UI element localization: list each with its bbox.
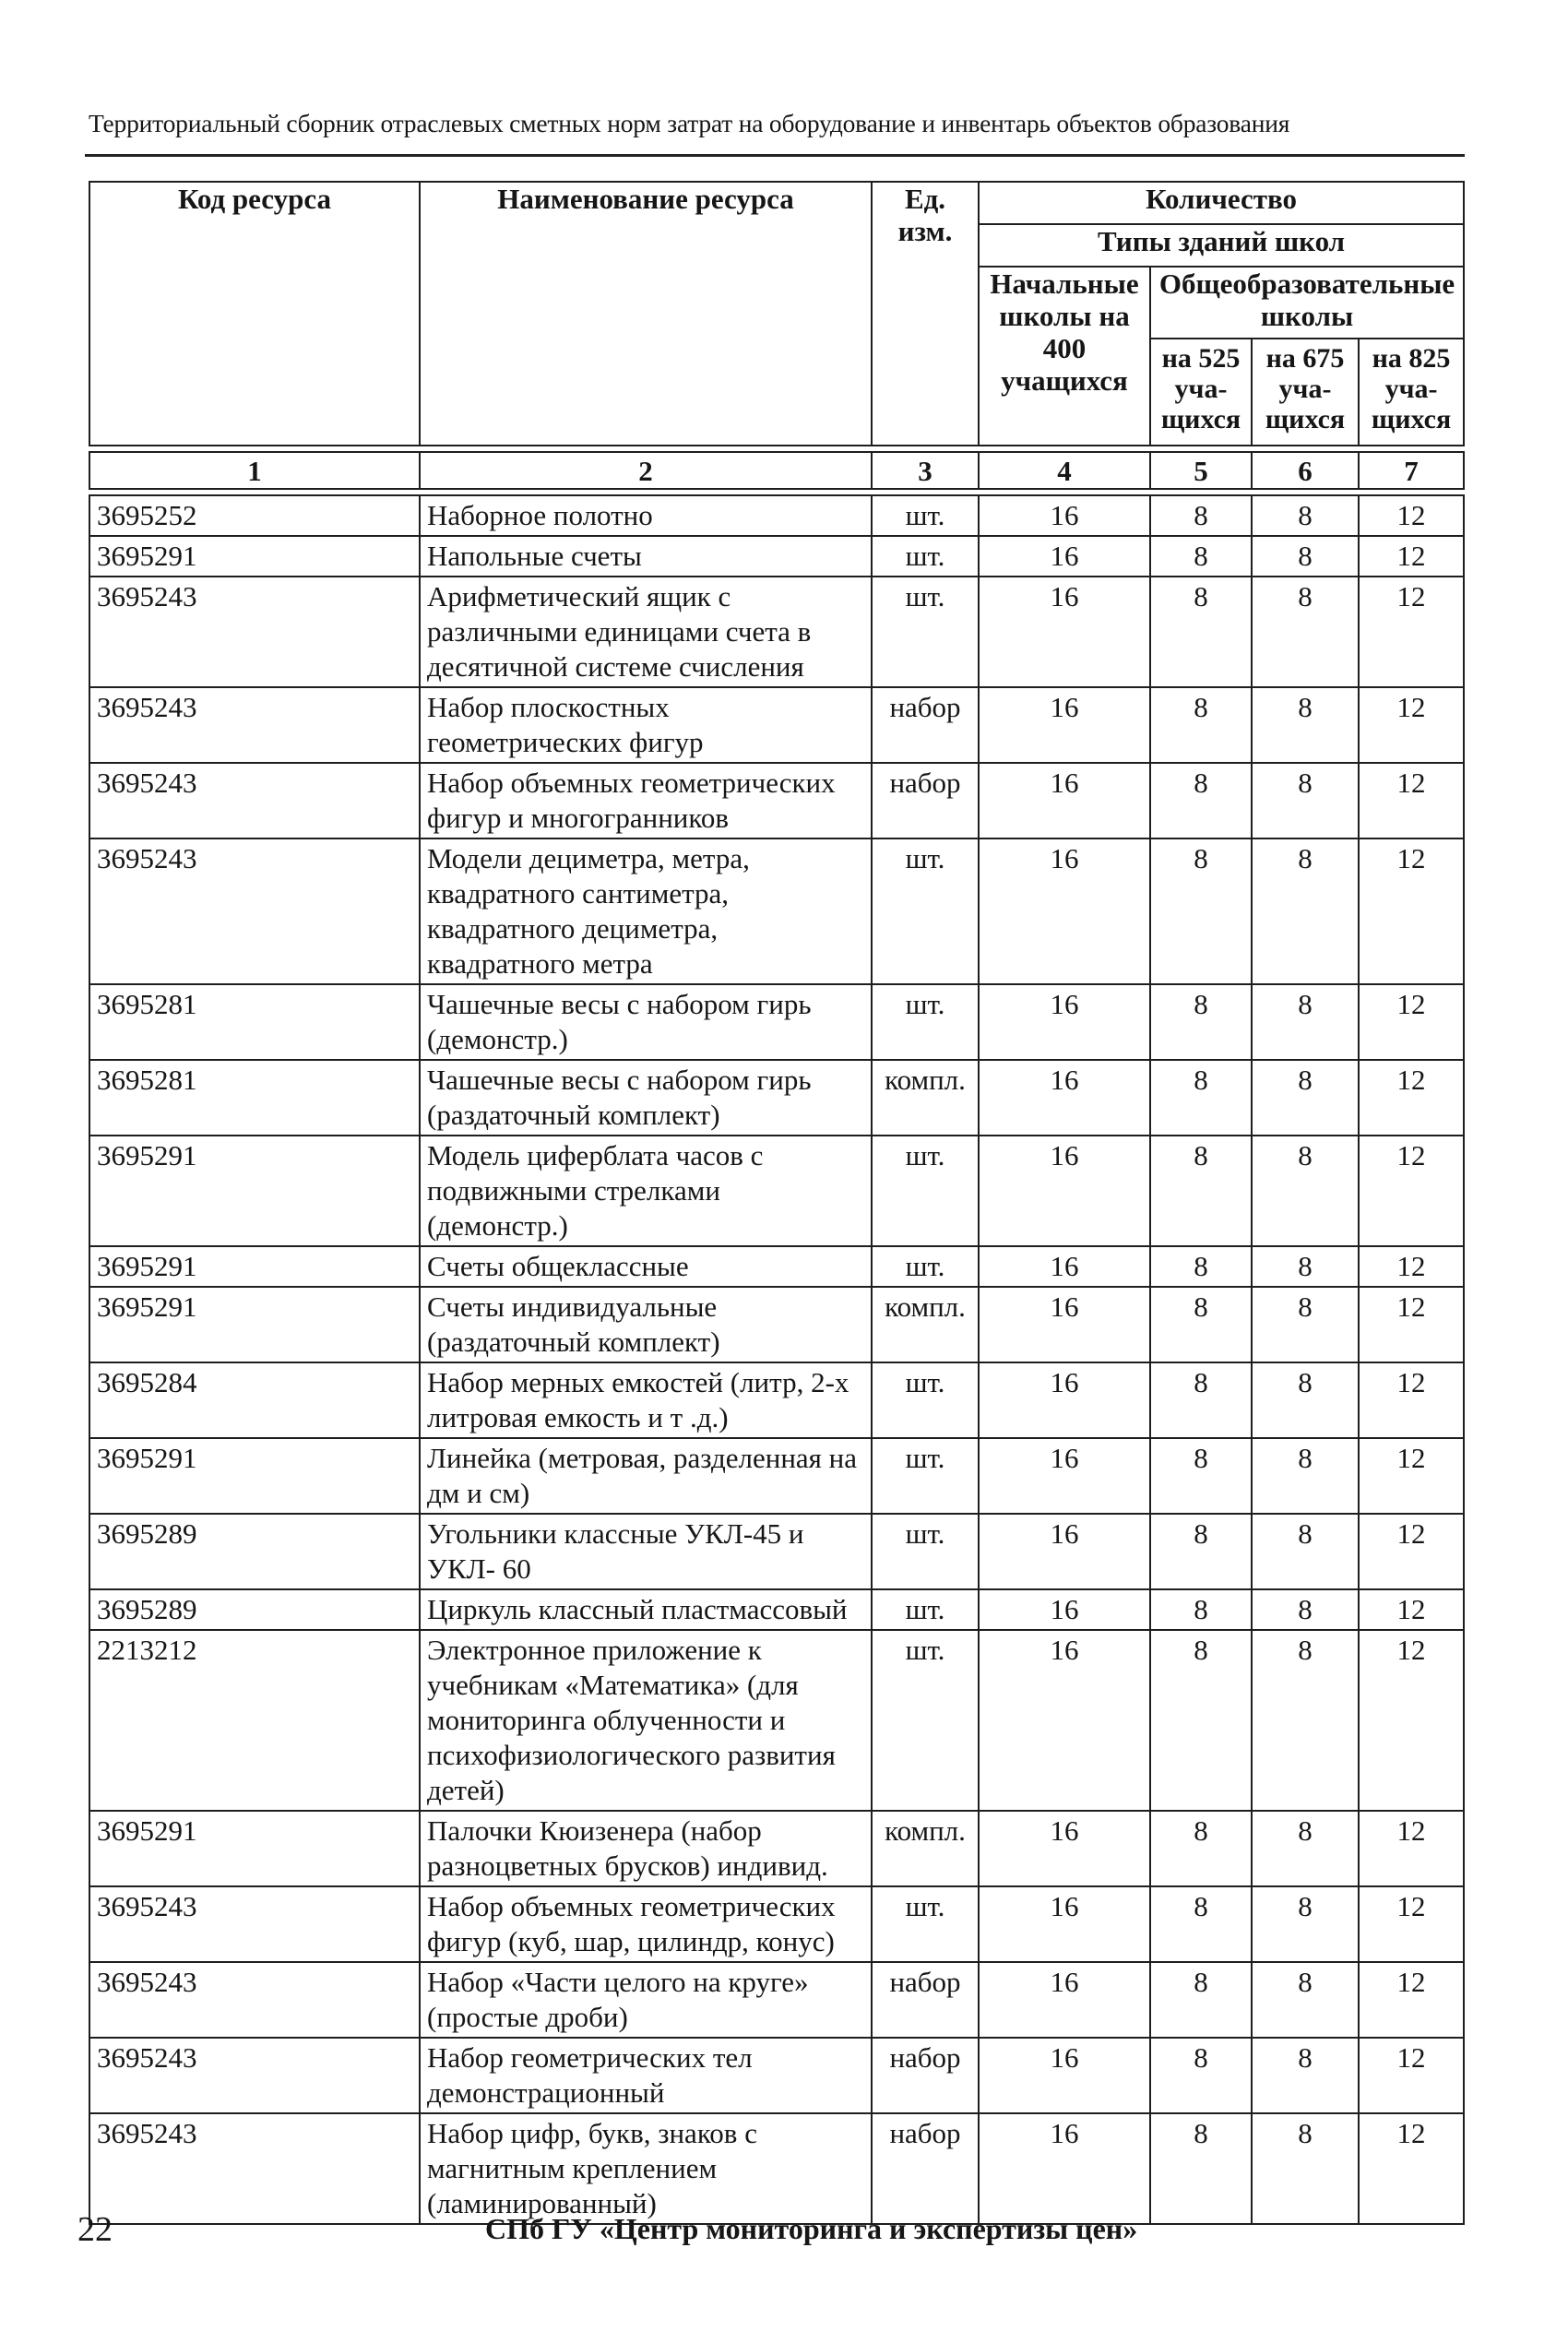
- qty-400: 16: [979, 1514, 1150, 1589]
- qty-400: 16: [979, 1962, 1150, 2038]
- qty-825: 12: [1359, 495, 1464, 536]
- qty-675: 8: [1252, 1811, 1359, 1886]
- header-825-students: на 825 уча-щихся: [1359, 339, 1464, 446]
- resource-code: 3695291: [89, 1287, 420, 1362]
- resource-name: Чашечные весы с набором гирь (демонстр.): [420, 984, 872, 1060]
- table-row: [89, 984, 1464, 1060]
- column-number: 4: [979, 452, 1150, 489]
- qty-400: 16: [979, 1438, 1150, 1514]
- resource-name: Счеты индивидуальные (раздаточный комплект): [420, 1287, 872, 1362]
- table-row: [89, 838, 1464, 984]
- qty-825: 12: [1359, 1886, 1464, 1962]
- column-number: 2: [420, 452, 872, 489]
- qty-400: 16: [979, 1811, 1150, 1886]
- resource-name: Палочки Кюизенера (набор разноцветных брусков) индивид.: [420, 1811, 872, 1886]
- qty-400: 16: [979, 984, 1150, 1060]
- resource-code: 3695289: [89, 1514, 420, 1589]
- resource-code: 3695291: [89, 1136, 420, 1246]
- qty-675: 8: [1252, 1060, 1359, 1136]
- table-row: [89, 1362, 1464, 1438]
- qty-675: 8: [1252, 2113, 1359, 2224]
- qty-525: 8: [1150, 1589, 1252, 1630]
- resource-name: Наборное полотно: [420, 495, 872, 536]
- running-title: Территориальный сборник отраслевых сметных норм затрат на оборудование и инвентарь объектов образования: [89, 109, 1290, 137]
- table-row: [89, 536, 1464, 577]
- unit-cell: набор: [872, 687, 979, 763]
- qty-825: 12: [1359, 984, 1464, 1060]
- resource-name: Набор объемных геометрических фигур и многогранников: [420, 763, 872, 838]
- unit-cell: шт.: [872, 1136, 979, 1246]
- unit-cell: набор: [872, 2038, 979, 2113]
- table-row: [89, 1962, 1464, 2038]
- unit-cell: шт.: [872, 536, 979, 577]
- resource-code: 3695284: [89, 1362, 420, 1438]
- qty-400: 16: [979, 1589, 1150, 1630]
- qty-675: 8: [1252, 495, 1359, 536]
- qty-675: 8: [1252, 1287, 1359, 1362]
- resource-code: 3695281: [89, 984, 420, 1060]
- resource-table: [89, 181, 1465, 2225]
- resource-name: Набор плоскостных геометрических фигур: [420, 687, 872, 763]
- resource-code: 3695243: [89, 577, 420, 687]
- qty-825: 12: [1359, 687, 1464, 763]
- resource-code: 3695243: [89, 1962, 420, 2038]
- resource-name: Циркуль классный пластмассовый: [420, 1589, 872, 1630]
- table-row: [89, 763, 1464, 838]
- resource-name: Набор геометрических тел демонстрационный: [420, 2038, 872, 2113]
- table-row: [89, 495, 1464, 536]
- column-number: 6: [1252, 452, 1359, 489]
- resource-code: 3695243: [89, 687, 420, 763]
- qty-525: 8: [1150, 2038, 1252, 2113]
- unit-cell: шт.: [872, 1362, 979, 1438]
- table-row: [89, 1589, 1464, 1630]
- header-unit: Ед. изм.: [872, 182, 979, 446]
- qty-525: 8: [1150, 1246, 1252, 1287]
- qty-675: 8: [1252, 687, 1359, 763]
- table-row: [89, 1811, 1464, 1886]
- qty-400: 16: [979, 536, 1150, 577]
- qty-825: 12: [1359, 1589, 1464, 1630]
- resource-name: Счеты общеклассные: [420, 1246, 872, 1287]
- unit-cell: шт.: [872, 838, 979, 984]
- qty-675: 8: [1252, 1362, 1359, 1438]
- header-separator: [89, 489, 1464, 495]
- resource-name: Набор «Части целого на круге» (простые дроби): [420, 1962, 872, 2038]
- qty-525: 8: [1150, 687, 1252, 763]
- unit-cell: шт.: [872, 495, 979, 536]
- qty-525: 8: [1150, 1362, 1252, 1438]
- header-code: Код ресурса: [89, 182, 420, 446]
- qty-525: 8: [1150, 838, 1252, 984]
- table-row: [89, 1287, 1464, 1362]
- resource-code: 3695243: [89, 2113, 420, 2224]
- table-row: [89, 577, 1464, 687]
- page-number: 22: [77, 2210, 113, 2249]
- qty-525: 8: [1150, 1438, 1252, 1514]
- table-row: [89, 1438, 1464, 1514]
- qty-525: 8: [1150, 984, 1252, 1060]
- resource-code: 3695291: [89, 1811, 420, 1886]
- qty-675: 8: [1252, 1136, 1359, 1246]
- qty-525: 8: [1150, 763, 1252, 838]
- resource-code: 3695291: [89, 536, 420, 577]
- resource-name: Модель циферблата часов с подвижными стрелками (демонстр.): [420, 1136, 872, 1246]
- resource-name: Угольники классные УКЛ-45 и УКЛ- 60: [420, 1514, 872, 1589]
- resource-code: 3695243: [89, 763, 420, 838]
- resource-name: Чашечные весы с набором гирь (раздаточный комплект): [420, 1060, 872, 1136]
- qty-675: 8: [1252, 1886, 1359, 1962]
- header-525-students: на 525 уча-щихся: [1150, 339, 1252, 446]
- table-row: [89, 1886, 1464, 1962]
- qty-675: 8: [1252, 763, 1359, 838]
- qty-400: 16: [979, 2038, 1150, 2113]
- resource-name: Модели дециметра, метра, квадратного сантиметра, квадратного дециметра, квадратного метра: [420, 838, 872, 984]
- column-number: 7: [1359, 452, 1464, 489]
- resource-code: 2213212: [89, 1630, 420, 1811]
- qty-400: 16: [979, 1136, 1150, 1246]
- unit-cell: компл.: [872, 1811, 979, 1886]
- qty-525: 8: [1150, 495, 1252, 536]
- table-row: [89, 2113, 1464, 2224]
- header-separator: [89, 446, 1464, 452]
- header-675-students: на 675 уча-щихся: [1252, 339, 1359, 446]
- unit-cell: шт.: [872, 1438, 979, 1514]
- resource-code: 3695243: [89, 1886, 420, 1962]
- table-row: [89, 2038, 1464, 2113]
- qty-400: 16: [979, 1886, 1150, 1962]
- qty-525: 8: [1150, 1630, 1252, 1811]
- qty-400: 16: [979, 1630, 1150, 1811]
- qty-525: 8: [1150, 2113, 1252, 2224]
- qty-825: 12: [1359, 577, 1464, 687]
- table-row: [89, 1060, 1464, 1136]
- qty-400: 16: [979, 687, 1150, 763]
- qty-825: 12: [1359, 1514, 1464, 1589]
- header-rule: [85, 154, 1465, 157]
- qty-675: 8: [1252, 1514, 1359, 1589]
- qty-525: 8: [1150, 1136, 1252, 1246]
- resource-code: 3695243: [89, 838, 420, 984]
- qty-825: 12: [1359, 1246, 1464, 1287]
- unit-cell: набор: [872, 763, 979, 838]
- table-body: [89, 495, 1464, 2224]
- unit-cell: шт.: [872, 1630, 979, 1811]
- column-number: 5: [1150, 452, 1252, 489]
- qty-525: 8: [1150, 1811, 1252, 1886]
- resource-name: Напольные счеты: [420, 536, 872, 577]
- header-name: Наименование ресурса: [420, 182, 872, 446]
- qty-675: 8: [1252, 577, 1359, 687]
- resource-name: Электронное приложение к учебникам «Математика» (для мониторинга облученности и психофизиологического развития детей): [420, 1630, 872, 1811]
- resource-name: Набор объемных геометрических фигур (куб, шар, цилиндр, конус): [420, 1886, 872, 1962]
- qty-675: 8: [1252, 984, 1359, 1060]
- qty-675: 8: [1252, 2038, 1359, 2113]
- qty-825: 12: [1359, 1962, 1464, 2038]
- resource-code: 3695281: [89, 1060, 420, 1136]
- qty-525: 8: [1150, 1886, 1252, 1962]
- unit-cell: шт.: [872, 1246, 979, 1287]
- qty-825: 12: [1359, 838, 1464, 984]
- unit-cell: набор: [872, 2113, 979, 2224]
- unit-cell: шт.: [872, 984, 979, 1060]
- unit-cell: компл.: [872, 1060, 979, 1136]
- header-general-schools: Общеобразовательные школы: [1150, 267, 1464, 339]
- qty-400: 16: [979, 838, 1150, 984]
- qty-525: 8: [1150, 577, 1252, 687]
- qty-825: 12: [1359, 1438, 1464, 1514]
- qty-525: 8: [1150, 536, 1252, 577]
- qty-675: 8: [1252, 1438, 1359, 1514]
- table-row: [89, 1630, 1464, 1811]
- column-number: 1: [89, 452, 420, 489]
- column-number-row: [89, 452, 1464, 489]
- unit-cell: компл.: [872, 1287, 979, 1362]
- qty-675: 8: [1252, 1246, 1359, 1287]
- column-number: 3: [872, 452, 979, 489]
- qty-675: 8: [1252, 536, 1359, 577]
- header-quantity: Количество: [979, 182, 1464, 224]
- qty-525: 8: [1150, 1514, 1252, 1589]
- qty-400: 16: [979, 1362, 1150, 1438]
- qty-400: 16: [979, 1060, 1150, 1136]
- table-row: [89, 1246, 1464, 1287]
- unit-cell: шт.: [872, 1514, 979, 1589]
- unit-cell: шт.: [872, 1886, 979, 1962]
- resource-name: Набор цифр, букв, знаков с магнитным креплением (ламинированный): [420, 2113, 872, 2224]
- resource-code: 3695291: [89, 1246, 420, 1287]
- unit-cell: шт.: [872, 577, 979, 687]
- unit-cell: набор: [872, 1962, 979, 2038]
- qty-525: 8: [1150, 1287, 1252, 1362]
- resource-code: 3695243: [89, 2038, 420, 2113]
- qty-400: 16: [979, 1287, 1150, 1362]
- qty-400: 16: [979, 2113, 1150, 2224]
- table-row: [89, 1136, 1464, 1246]
- qty-825: 12: [1359, 763, 1464, 838]
- table-row: [89, 687, 1464, 763]
- resource-name: Арифметический ящик с различными единицами счета в десятичной системе счисления: [420, 577, 872, 687]
- qty-825: 12: [1359, 2113, 1464, 2224]
- qty-675: 8: [1252, 1630, 1359, 1811]
- qty-675: 8: [1252, 1589, 1359, 1630]
- qty-400: 16: [979, 577, 1150, 687]
- qty-825: 12: [1359, 1811, 1464, 1886]
- header-building-types: Типы зданий школ: [979, 224, 1464, 267]
- resource-name: Набор мерных емкостей (литр, 2-х литровая емкость и т .д.): [420, 1362, 872, 1438]
- qty-675: 8: [1252, 838, 1359, 984]
- header-primary-schools: Начальные школы на 400 учащихся: [979, 267, 1150, 446]
- resource-code: 3695291: [89, 1438, 420, 1514]
- resource-code: 3695289: [89, 1589, 420, 1630]
- qty-825: 12: [1359, 1136, 1464, 1246]
- qty-525: 8: [1150, 1060, 1252, 1136]
- qty-825: 12: [1359, 2038, 1464, 2113]
- qty-400: 16: [979, 763, 1150, 838]
- qty-825: 12: [1359, 1287, 1464, 1362]
- resource-code: 3695252: [89, 495, 420, 536]
- qty-400: 16: [979, 495, 1150, 536]
- qty-825: 12: [1359, 536, 1464, 577]
- qty-825: 12: [1359, 1362, 1464, 1438]
- qty-675: 8: [1252, 1962, 1359, 2038]
- resource-name: Линейка (метровая, разделенная на дм и см): [420, 1438, 872, 1514]
- qty-525: 8: [1150, 1962, 1252, 2038]
- qty-825: 12: [1359, 1630, 1464, 1811]
- unit-cell: шт.: [872, 1589, 979, 1630]
- table-header: [89, 182, 1464, 495]
- footer-organization: СПб ГУ «Центр мониторинга и экспертизы цен»: [485, 2212, 1138, 2245]
- qty-400: 16: [979, 1246, 1150, 1287]
- table-row: [89, 1514, 1464, 1589]
- qty-825: 12: [1359, 1060, 1464, 1136]
